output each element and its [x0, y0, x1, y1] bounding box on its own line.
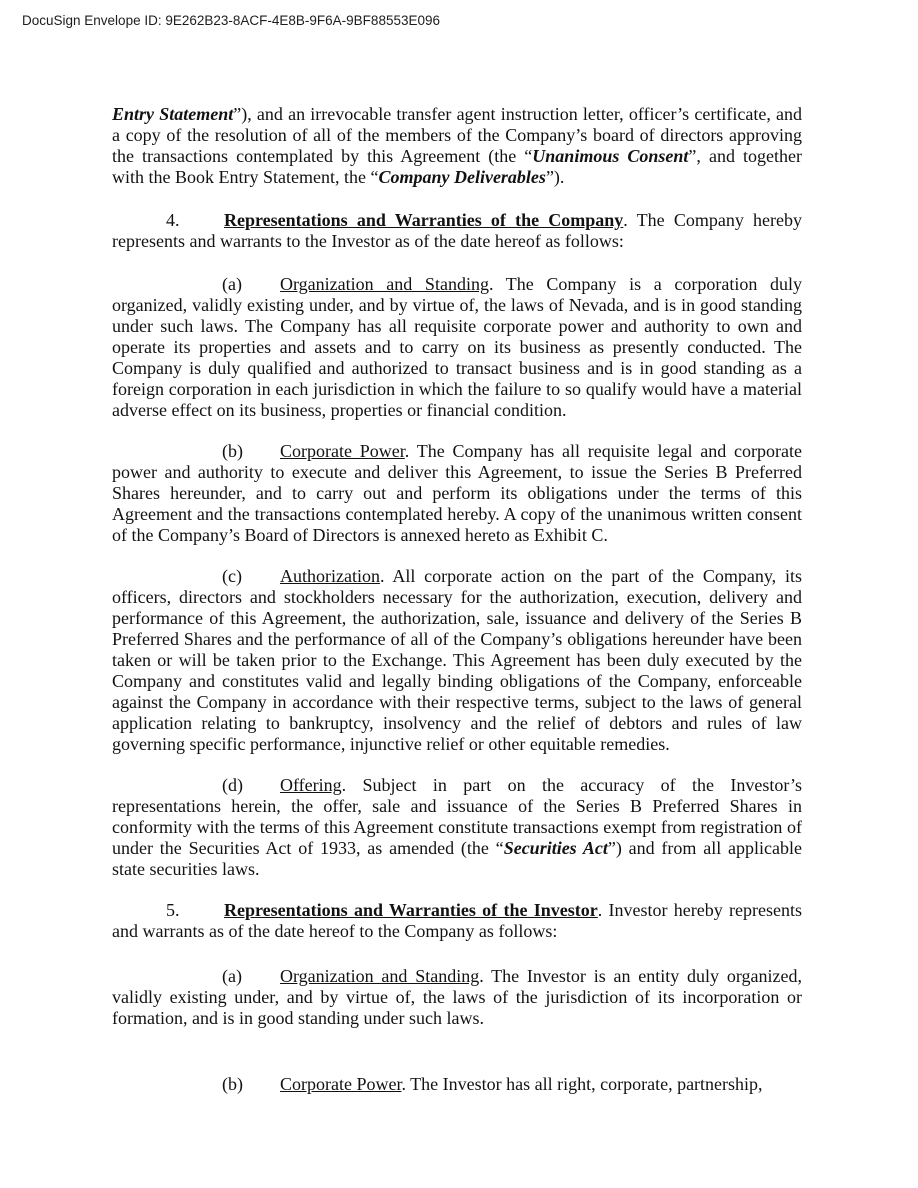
document-body: [112, 0, 802, 1095]
text-segment: . Subject in part on the accuracy of the Investor’s representations herein, the offer, sale and issuance of the Series B Preferred Shares in conformity with the terms of this Agreement constitute transactions exempt from registration of under the Securities Act of 1933, as amended (the “: [112, 775, 802, 858]
text-segment: Organization and Standing: [280, 274, 489, 294]
text-segment: Securities Act: [503, 838, 608, 858]
para-4c-authorization: [112, 566, 802, 755]
text-segment: . The Company hereby represents and warrants to the Investor as of the date hereof as follows:: [112, 210, 802, 251]
text-segment: Entry Statement: [112, 104, 234, 124]
para-5a-organization-and-standing: [112, 966, 802, 1029]
para-section-5: [112, 900, 802, 942]
para-5b-corporate-power: [112, 1074, 802, 1095]
para-4d-offering: [112, 775, 802, 880]
text-segment: Authorization: [280, 566, 380, 586]
paragraph-label: 5.: [166, 900, 180, 920]
text-segment: . The Investor is an entity duly organized, validly existing under, and by virtue of, the laws of the jurisdiction of its incorporation or formation, and is in good standing under such laws.: [112, 966, 802, 1028]
text-segment: ”) and from all applicable state securities laws.: [112, 838, 802, 879]
text-segment: Company Deliverables: [378, 167, 546, 187]
paragraph-label: (c): [222, 566, 242, 586]
paragraph-label: (b): [222, 1074, 243, 1094]
paragraph-label: (d): [222, 775, 243, 795]
paragraph-label: (b): [222, 441, 243, 461]
text-segment: Organization and Standing: [280, 966, 480, 986]
text-segment: . The Company has all requisite legal and corporate power and authority to execute and deliver this Agreement, to issue the Series B Preferred Shares hereunder, and to carry out and perform its obligations under the terms of this Agreement and the transactions contemplated hereby. A copy of the unanimous written consent of the Company’s Board of Directors is annexed hereto as Exhibit C.: [112, 441, 802, 545]
text-segment: Representations and Warranties of the Investor: [224, 900, 598, 920]
text-segment: . The Investor has all right, corporate, partnership,: [401, 1074, 763, 1094]
paragraph-label: (a): [222, 274, 242, 294]
text-segment: ”), and an irrevocable transfer agent instruction letter, officer’s certificate, and a copy of the resolution of all of the members of the Company’s board of directors approving the transactions contemplated by this Agreement (the “: [112, 104, 803, 166]
para-company-deliverables: [112, 104, 802, 188]
text-segment: ”, and together with the Book Entry Statement, the “: [112, 146, 802, 187]
text-segment: . The Company is a corporation duly organized, validly existing under, and by virtue of, the laws of Nevada, and is in good standing under such laws. The Company has all requisite corporate power and authority to own and operate its properties and assets and to carry on its business as presently conducted. The Company is duly qualified and authorized to transact business and is in good standing as a foreign corporation in each jurisdiction in which the failure to so qualify would have a material adverse effect on its business, properties or financial condition.: [112, 274, 802, 420]
paragraph-label: (a): [222, 966, 242, 986]
text-segment: . All corporate action on the part of the Company, its officers, directors and stockholders necessary for the authorization, execution, delivery and performance of this Agreement, the authorization, sale, issuance and delivery of the Series B Preferred Shares and the performance of all of the Company’s obligations hereunder have been taken or will be taken prior to the Exchange. This Agreement has been duly executed by the Company and constitutes valid and legally binding obligations of the Company, enforceable against the Company in accordance with their respective terms, subject to the laws of general application relating to bankruptcy, insolvency and the relief of debtors and rules of law governing specific performance, injunctive relief or other equitable remedies.: [112, 566, 802, 754]
text-segment: Offering: [280, 775, 342, 795]
para-section-4: [112, 210, 802, 252]
text-segment: Representations and Warranties of the Company: [224, 210, 624, 230]
text-segment: . Investor hereby represents and warrants as of the date hereof to the Company as follows:: [112, 900, 802, 941]
text-segment: Corporate Power: [280, 441, 405, 461]
para-4b-corporate-power: [112, 441, 802, 546]
text-segment: ”).: [545, 167, 565, 187]
para-4a-organization-and-standing: [112, 274, 802, 421]
text-segment: Unanimous Consent: [532, 146, 689, 166]
text-segment: Corporate Power: [280, 1074, 402, 1094]
docusign-envelope-id: DocuSign Envelope ID: 9E262B23-8ACF-4E8B-9F6A-9BF88553E096: [22, 13, 440, 28]
paragraph-label: 4.: [166, 210, 180, 230]
